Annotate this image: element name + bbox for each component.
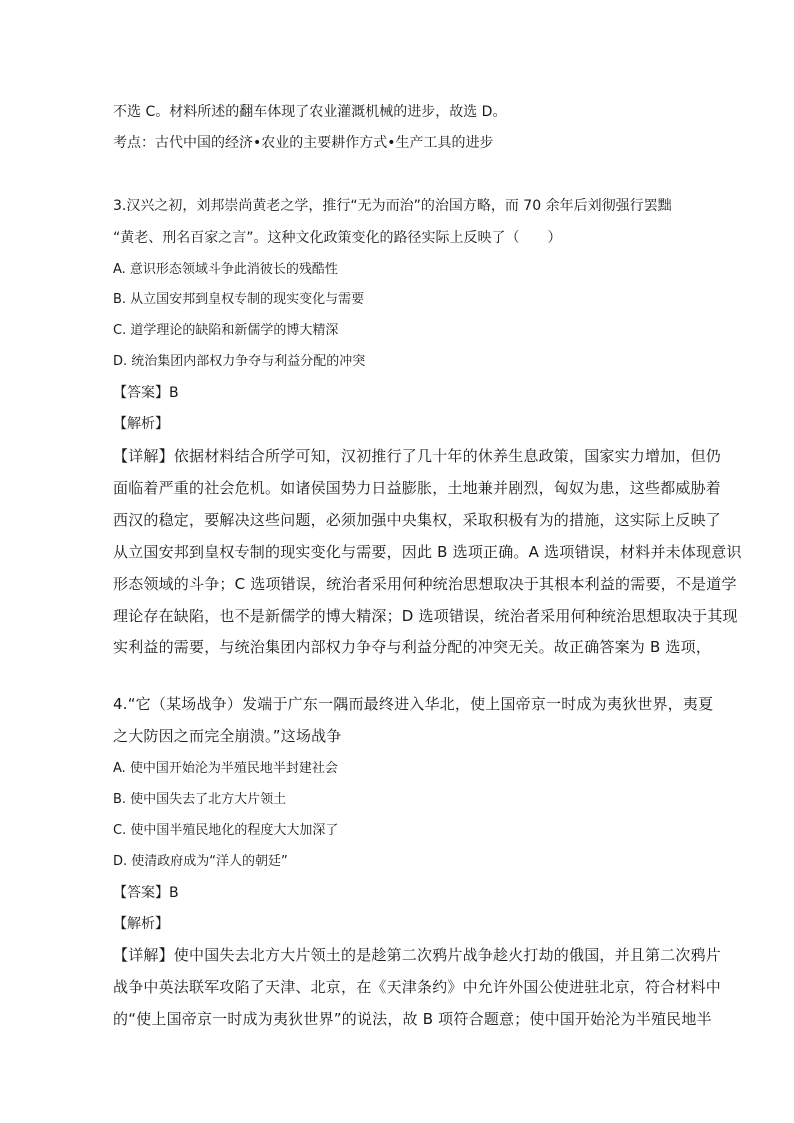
q3-detail-line-5: 形态领域的斗争；C 选项错误，统治者采用何种统治思想取决于其根本利益的需要，不是道学 xyxy=(113,575,737,593)
q3-detail-line-2: 面临着严重的社会危机。如诸侯国势力日益膨胀，土地兼并剧烈，匈奴为患，这些都威胁着 xyxy=(113,479,722,497)
q3-option-d: D. 统治集团内部权力争夺与利益分配的冲突 xyxy=(113,354,366,369)
q3-detail-line-4: 从立国安邦到皇权专制的现实变化与需要，因此 B 选项正确。A 选项错误，材料并未体现意识 xyxy=(113,543,742,561)
prev-question-kaodian: 考点：古代中国的经济•农业的主要耕作方式•生产工具的进步 xyxy=(113,135,494,151)
q3-option-c: C. 道学理论的缺陷和新儒学的博大精深 xyxy=(113,323,339,338)
q3-detail-line-1: 【详解】依据材料结合所学可知，汉初推行了几十年的休养生息政策，国家实力增加，但仍 xyxy=(113,447,722,465)
q3-stem-line-2: “黄老、刑名百家之言”。这种文化政策变化的路径实际上反映了（ ） xyxy=(113,230,562,246)
q3-analysis-heading: 【解析】 xyxy=(113,416,169,432)
q4-option-d: D. 使清政府成为“洋人的朝廷” xyxy=(113,854,288,869)
q4-detail-line-1: 【详解】使中国失去北方大片领土的是趁第二次鸦片战争趁火打劫的俄国，并且第二次鸦片 xyxy=(113,946,722,964)
q4-answer: 【答案】B xyxy=(113,885,179,901)
q3-option-a: A. 意识形态领域斗争此消彼长的残酷性 xyxy=(113,262,338,277)
q3-option-b: B. 从立国安邦到皇权专制的现实变化与需要 xyxy=(113,292,365,307)
q3-stem-line-1: 3.汉兴之初，刘邦崇尚黄老之学，推行“无为而治”的治国方略，而 70 余年后刘彻强行罢黜 xyxy=(113,198,672,214)
q4-option-b: B. 使中国失去了北方大片领土 xyxy=(113,792,287,807)
q4-stem-line-2: 之大防因之而完全崩溃。”这场战争 xyxy=(113,727,342,745)
q4-analysis-heading: 【解析】 xyxy=(113,916,169,932)
q3-detail-line-7: 实利益的需要，与统治集团内部权力争夺与利益分配的冲突无关。故正确答案为 B 选项， xyxy=(113,638,712,656)
q3-answer: 【答案】B xyxy=(113,385,179,401)
q4-detail-line-3: 的“使上国帝京一时成为夷狄世界”的说法，故 B 项符合题意；使中国开始沦为半殖民地半 xyxy=(113,1010,712,1028)
q4-option-c: C. 使中国半殖民地化的程度大大加深了 xyxy=(113,823,339,838)
prev-question-tail-line: 不选 C。材料所述的翻车体现了农业灌溉机械的进步，故选 D。 xyxy=(113,104,507,120)
q3-detail-line-3: 西汉的稳定，要解决这些问题，必须加强中央集权，采取积极有为的措施，这实际上反映了 xyxy=(113,511,722,529)
q3-detail-line-6: 理论存在缺陷，也不是新儒学的博大精深；D 选项错误，统治者采用何种统治思想取决于其现 xyxy=(113,607,738,625)
q4-stem-line-1: 4.“它（某场战争）发端于广东一隅而最终进入华北，使上国帝京一时成为夷狄世界，夷夏 xyxy=(113,695,714,713)
q4-option-a: A. 使中国开始沦为半殖民地半封建社会 xyxy=(113,761,338,776)
q4-detail-line-2: 战争中英法联军攻陷了天津、北京，在《天津条约》中允许外国公使进驻北京，符合材料中 xyxy=(113,978,722,996)
